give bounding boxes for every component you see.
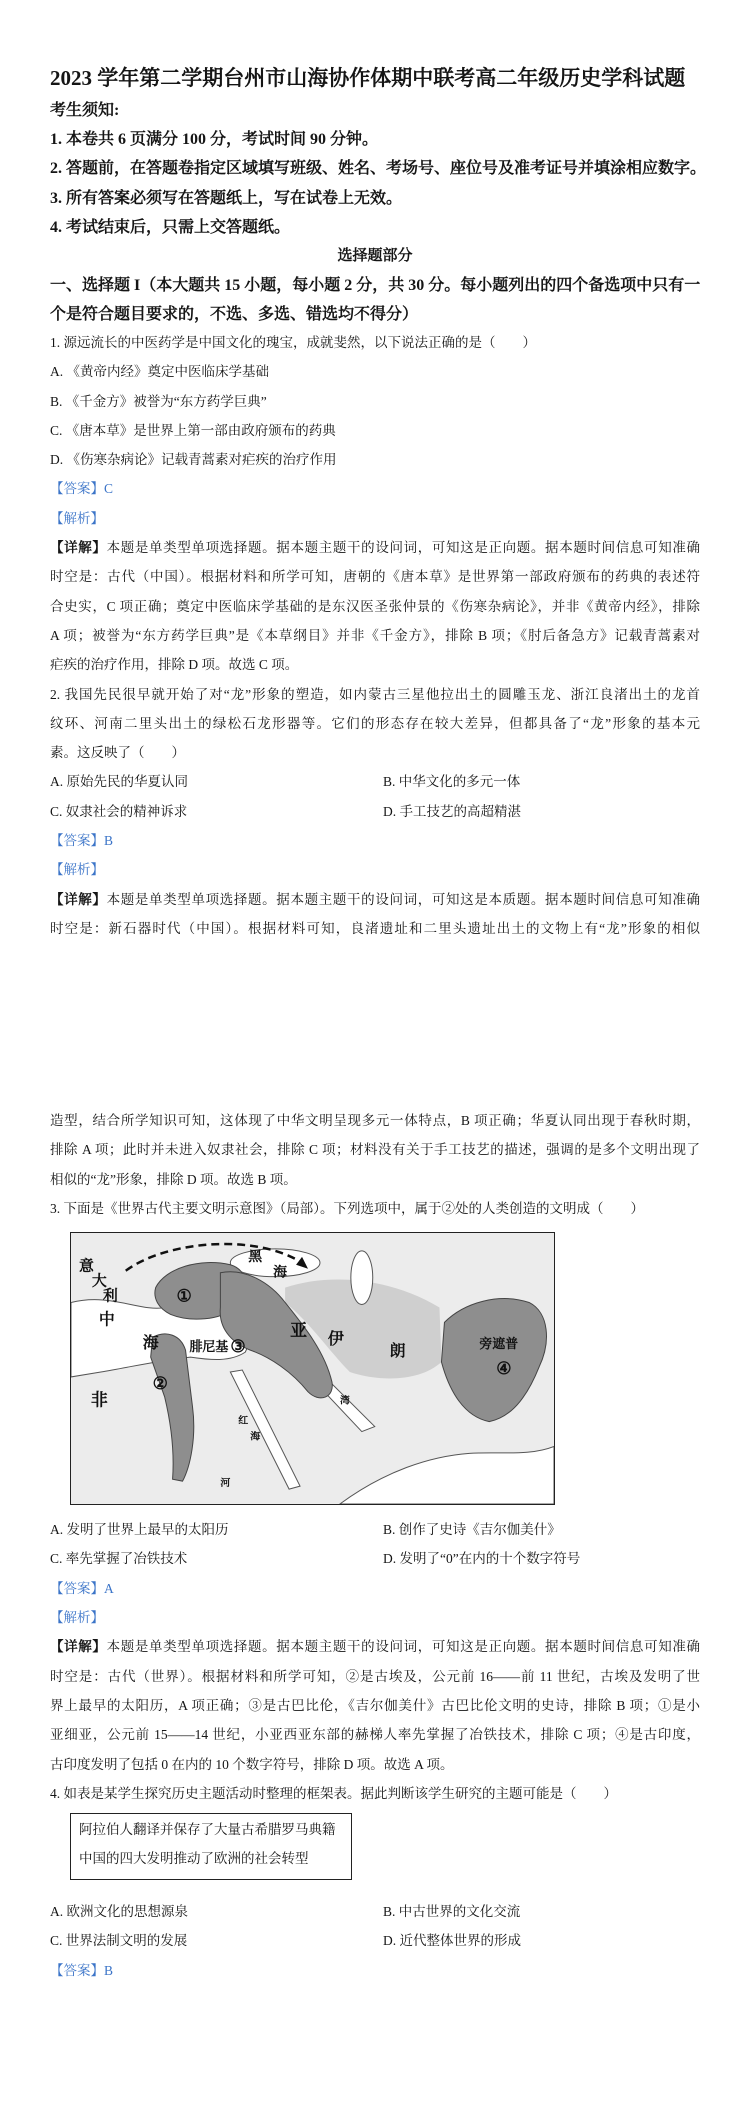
q2-option-c: C. 奴隶社会的精神诉求	[50, 803, 188, 819]
q4-table-row: 阿拉伯人翻译并保存了大量古希腊罗马典籍	[79, 1822, 336, 1838]
exam-notice	[50, 96, 707, 242]
q2-explanation-line: 时空是：新石器时代（中国）。根据材料可知，良渚遗址和二里头遗址出土的文物上有“龙”形象的相似	[50, 920, 700, 936]
map-svg	[71, 1233, 554, 1504]
q1-explanation-line: 时空是：古代（中国）。根据材料和所学可知，唐朝的《唐本草》是世界第一部政府颁布的药典的表述符	[50, 569, 700, 585]
notice-item: 4. 考试结束后，只需上交答题纸。	[50, 218, 291, 236]
q4-stem: 4. 如表是某学生探究历史主题活动时整理的框架表。据此判断该学生研究的主题可能是（ ）	[50, 1785, 617, 1801]
q4-option-a: A. 欧洲文化的思想源泉	[50, 1904, 188, 1920]
explanation-text: 本题是单类型单项选择题。据本题主题干的设问词，可知这是正向题。据本题时间信息可知准确	[106, 540, 700, 556]
q1-analysis-label: 【解析】	[50, 510, 104, 526]
map-caspian-sea	[351, 1251, 373, 1305]
q2-options-row	[50, 767, 700, 796]
q1-option-b: B. 《千金方》被誉为“东方药学巨典”	[50, 393, 267, 409]
q2-option-b: B. 中华文化的多元一体	[383, 774, 521, 790]
q1-explanation-line: A 项；被誉为“东方药学巨典”是《本草纲目》并非《千金方》，排除 B 项；《肘后备急方》记载青蒿素对	[50, 627, 700, 643]
q2-stem-line: 2. 我国先民很早就开始了对“龙”形象的塑造，如内蒙古三星他拉出土的圆雕玉龙、浙江良渚出土的龙首	[50, 686, 700, 702]
map-label-black-sea: 黑	[248, 1250, 263, 1265]
q2-explanation-line: 造型，结合所学知识可知，这体现了中华文明呈现多元一体特点，B 项正确；华夏认同出现于春秋时期，	[50, 1113, 700, 1128]
q2-answer	[50, 826, 700, 855]
map-label-asia: 亚	[290, 1321, 308, 1341]
q4-answer	[50, 1956, 700, 1985]
ancient-civilizations-map	[70, 1232, 555, 1505]
answer-value: C	[104, 481, 114, 497]
q1-answer	[50, 474, 700, 503]
map-label-italy: 大	[91, 1273, 107, 1290]
answer-value: B	[104, 833, 114, 849]
map-marker-1: ①	[176, 1286, 192, 1306]
notice-item: 3. 所有答案必须写在答题纸上，写在试卷上无效。	[50, 189, 403, 207]
q4-option-d: D. 近代整体世界的形成	[383, 1933, 521, 1949]
q4-options-row	[50, 1926, 700, 1955]
q3-options-row	[50, 1515, 700, 1544]
q3-option-b: B. 创作了史诗《吉尔伽美什》	[383, 1522, 561, 1538]
map-label-red-sea: 海	[250, 1431, 261, 1443]
q3-explanation-line: 古印度发明了包括 0 在内的 10 个数字符号，排除 D 项。故选 A 项。	[50, 1756, 454, 1772]
q3-answer	[50, 1574, 700, 1603]
map-label-punjab: 旁遮普	[479, 1336, 519, 1352]
map-label-gulf: 湾	[339, 1395, 350, 1407]
answer-label: 【答案】	[50, 481, 104, 497]
map-label-africa: 非	[90, 1390, 108, 1410]
q1-stem: 1. 源远流长的中医药学是中国文化的瑰宝，成就斐然，以下说法正确的是（ ）	[50, 335, 536, 350]
notice-heading: 考生须知:	[50, 102, 120, 119]
map-label-mediterranean: 中	[98, 1311, 115, 1329]
q3-option-a: A. 发明了世界上最早的太阳历	[50, 1522, 229, 1538]
detail-label: 【详解】	[50, 540, 107, 556]
answer-value: B	[104, 1962, 114, 1978]
q3-option-c: C. 率先掌握了冶铁技术	[50, 1551, 188, 1567]
section-header-line: 一、选择题 I（本大题共 15 小题，每小题 2 分，共 30 分。每小题列出的四个备选项中只有一	[50, 277, 701, 294]
section-header	[50, 272, 700, 329]
map-label-red-sea: 红	[238, 1415, 249, 1427]
q1-explanation-line: 合史实，C 项正确；奠定中医临床学基础的是东汉医圣张仲景的《伤寒杂病论》，并非《黄帝内经》，排除	[50, 598, 700, 614]
q2-explanation-line	[50, 885, 700, 914]
map-marker-3: ③	[230, 1337, 246, 1357]
q4-table-row: 中国的四大发明推动了欧洲的社会转型	[79, 1851, 309, 1867]
map-label-italy: 意	[78, 1258, 94, 1275]
q4-option-b: B. 中古世界的文化交流	[383, 1904, 521, 1920]
q2-explanation-line: 相似的“龙”形象，排除 D 项。故选 B 项。	[50, 1171, 297, 1187]
map-label-black-sea: 海	[273, 1265, 288, 1281]
q4-options-row	[50, 1897, 700, 1926]
questions-block-2	[50, 1106, 700, 1985]
map-label-river: 河	[220, 1478, 231, 1490]
q1-option-a: A. 《黄帝内经》奠定中医临床学基础	[50, 364, 269, 380]
notice-item: 2. 答题前，在答题卷指定区域填写班级、姓名、考场号、座位号及准考证号并填涂相应数字。	[50, 160, 707, 178]
questions-block-1	[50, 328, 700, 943]
detail-label: 【详解】	[50, 891, 107, 907]
q2-stem-line: 素。这反映了（ ）	[50, 745, 185, 761]
map-marker-4: ④	[496, 1359, 512, 1379]
map-marker-2: ②	[152, 1374, 168, 1394]
notice-item: 1. 本卷共 6 页满分 100 分，考试时间 90 分钟。	[50, 131, 379, 149]
q1-option-d: D. 《伤寒杂病论》记载青蒿素对疟疾的治疗作用	[50, 452, 337, 468]
map-label-phoenicia: 腓尼基	[189, 1339, 229, 1355]
map-label-mediterranean: 海	[142, 1335, 159, 1353]
q2-stem-line: 纹环、河南二里头出土的绿松石龙形器等。它们的形态存在较大差异，但都具备了“龙”形象的基本元	[50, 715, 700, 731]
answer-label: 【答案】	[50, 833, 104, 849]
part-title: 选择题部分	[337, 248, 413, 264]
q3-explanation-line: 时空是：古代（世界）。根据材料和所学可知，②是古埃及，公元前 16——前 11 世纪，古埃及发明了世	[50, 1668, 700, 1684]
q2-explanation-line: 排除 A 项；此时并未进入奴隶社会，排除 C 项；材料没有关于手工技艺的描述，强调的是多个文明出现了	[50, 1142, 700, 1158]
q3-stem: 3. 下面是《世界古代主要文明示意图》（局部）。下列选项中，属于②处的人类创造的文明成（ ）	[50, 1200, 644, 1216]
q3-explanation-line: 亚细亚，公元前 15——14 世纪，小亚西亚东部的赫梯人率先掌握了冶铁技术，排除 C 项；④是古印度，	[50, 1727, 700, 1743]
answer-label: 【答案】	[50, 1962, 104, 1978]
explanation-text: 本题是单类型单项选择题。据本题主题干的设问词，可知这是正向题。据本题时间信息可知准确	[106, 1639, 700, 1655]
detail-label: 【详解】	[50, 1639, 107, 1655]
q4-option-c: C. 世界法制文明的发展	[50, 1933, 188, 1949]
answer-label: 【答案】	[50, 1580, 104, 1596]
exam-title: 2023 学年第二学期台州市山海协作体期中联考高二年级历史学科试题	[50, 66, 686, 90]
map-label-iran: 伊	[327, 1331, 344, 1349]
q2-options-row	[50, 797, 700, 826]
q3-option-d: D. 发明了“0”在内的十个数字符号	[383, 1551, 581, 1567]
q2-option-d: D. 手工技艺的高超精湛	[383, 803, 521, 819]
q1-option-c: C. 《唐本草》是世界上第一部由政府颁布的药典	[50, 422, 336, 438]
explanation-text: 本题是单类型单项选择题。据本题主题干的设问词，可知这是本质题。据本题时间信息可知准确	[106, 891, 700, 907]
q1-explanation-line: 疟疾的治疗作用，排除 D 项。故选 C 项。	[50, 657, 299, 673]
q2-analysis-label: 【解析】	[50, 862, 104, 878]
q3-explanation-line: 界上最早的太阳历，A 项正确；③是古巴比伦，《吉尔伽美什》古巴比伦文明的史诗，排除 B 项；①是小	[50, 1697, 700, 1713]
q3-explanation-line	[50, 1632, 700, 1661]
q3-analysis-label: 【解析】	[50, 1610, 104, 1626]
q3-options-row	[50, 1544, 700, 1573]
map-label-iran: 朗	[389, 1343, 406, 1361]
q4-framework-table	[70, 1813, 352, 1880]
q2-option-a: A. 原始先民的华夏认同	[50, 774, 188, 790]
answer-value: A	[104, 1580, 114, 1596]
section-header-line: 个是符合题目要求的，不选、多选、错选均不得分）	[50, 305, 419, 323]
q1-explanation-line	[50, 533, 700, 562]
map-label-italy: 利	[102, 1288, 118, 1305]
